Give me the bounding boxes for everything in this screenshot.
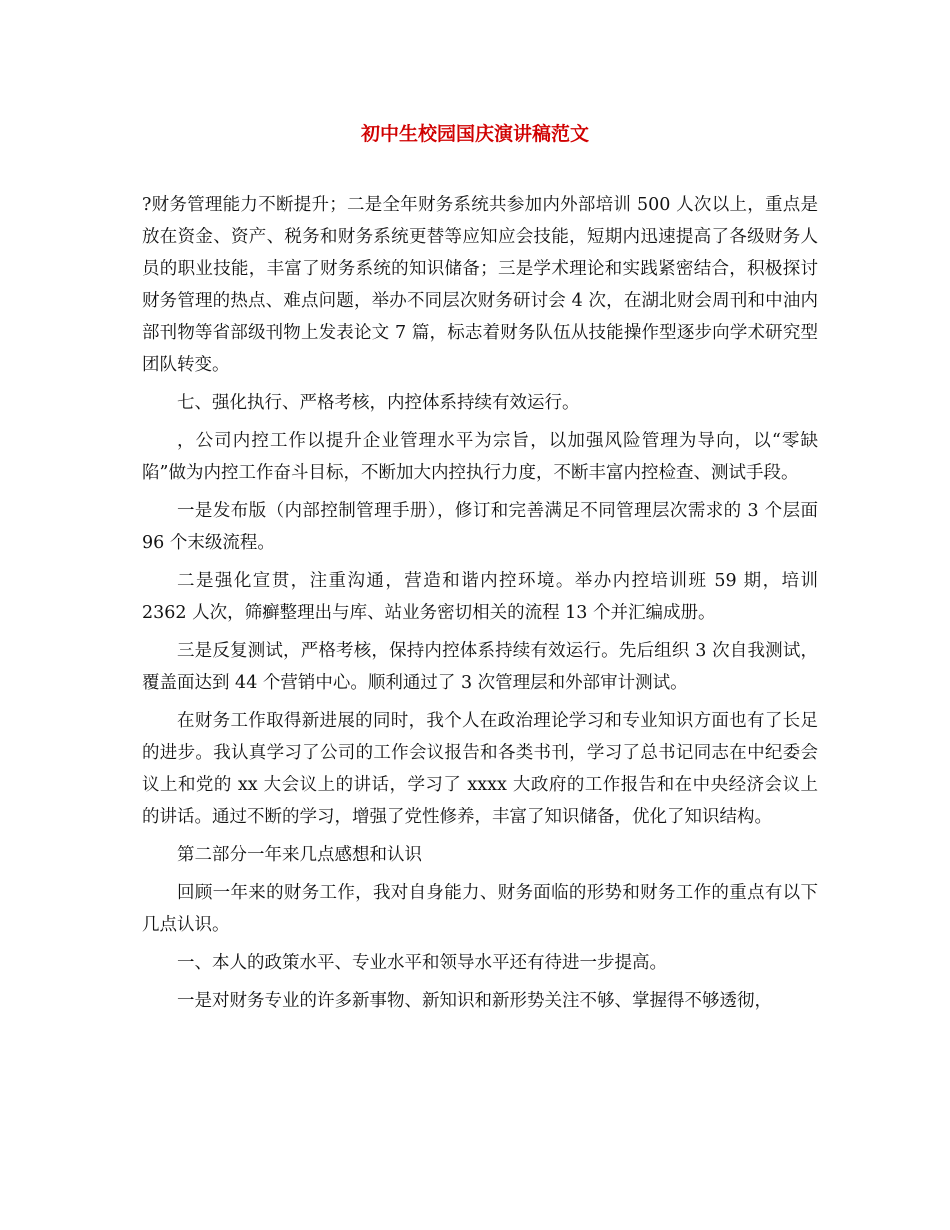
document-body <box>142 189 818 1023</box>
paragraph-7: 在财务工作取得新进展的同时，我个人在政治理论学习和专业知识方面也有了长足的进步。我认真学习了公司的工作会议报告和各类书刊，学习了总书记同志在中纪委会议上和党的 xx 大会议上的讲话，学习了 xxxx 大政府的工作报告和在中央经济会议上的讲话。通过不断的学习，增强了党性修养，丰富了知识储备，优化了知识结构。 <box>142 711 818 827</box>
document-title: 初中生校园国庆演讲稿范文 <box>360 123 589 145</box>
paragraph-2: 七、强化执行、严格考核，内控体系持续有效运行。 <box>177 393 580 413</box>
paragraph-3: ，公司内控工作以提升企业管理水平为宗旨，以加强风险管理为导向，以“零缺陷”做为内控工作奋斗目标，不断加大内控执行力度，不断丰富内控检查、测试手段。 <box>142 431 818 483</box>
paragraph-11: 一是对财务专业的许多新事物、新知识和新形势关注不够、掌握得不够透彻， <box>177 991 772 1011</box>
paragraph-8: 第二部分一年来几点感想和认识 <box>177 845 422 865</box>
paragraph-10: 一、本人的政策水平、专业水平和领导水平还有待进一步提高。 <box>177 953 667 973</box>
paragraph-6: 三是反复测试，严格考核，保持内控体系持续有效运行。先后组织 3 次自我测试，覆盖面达到 44 个营销中心。顺利通过了 3 次管理层和外部审计测试。 <box>142 641 818 693</box>
paragraph-9: 回顾一年来的财务工作，我对自身能力、财务面临的形势和财务工作的重点有以下几点认识。 <box>142 883 818 935</box>
paragraph-1: ?财务管理能力不断提升；二是全年财务系统共参加内外部培训 500 人次以上，重点是放在资金、资产、税务和财务系统更替等应知应会技能，短期内迅速提高了各级财务人员的职业技能，丰富了财务系统的知识储备；三是学术理论和实践紧密结合，积极探讨财务管理的热点、难点问题，举办不同层次财务研讨会 4 次，在湖北财会周刊和中油内部刊物等省部级刊物上发表论文 7 篇，标志着财务队伍从技能操作型逐步向学术研究型团队转变。 <box>142 195 818 375</box>
paragraph-5: 二是强化宣贯，注重沟通，营造和谐内控环境。举办内控培训班 59 期，培训 2362 人次，筛癣整理出与库、站业务密切相关的流程 13 个并汇编成册。 <box>142 571 818 623</box>
paragraph-4: 一是发布版（内部控制管理手册），修订和完善满足不同管理层次需求的 3 个层面 96 个末级流程。 <box>142 501 818 553</box>
